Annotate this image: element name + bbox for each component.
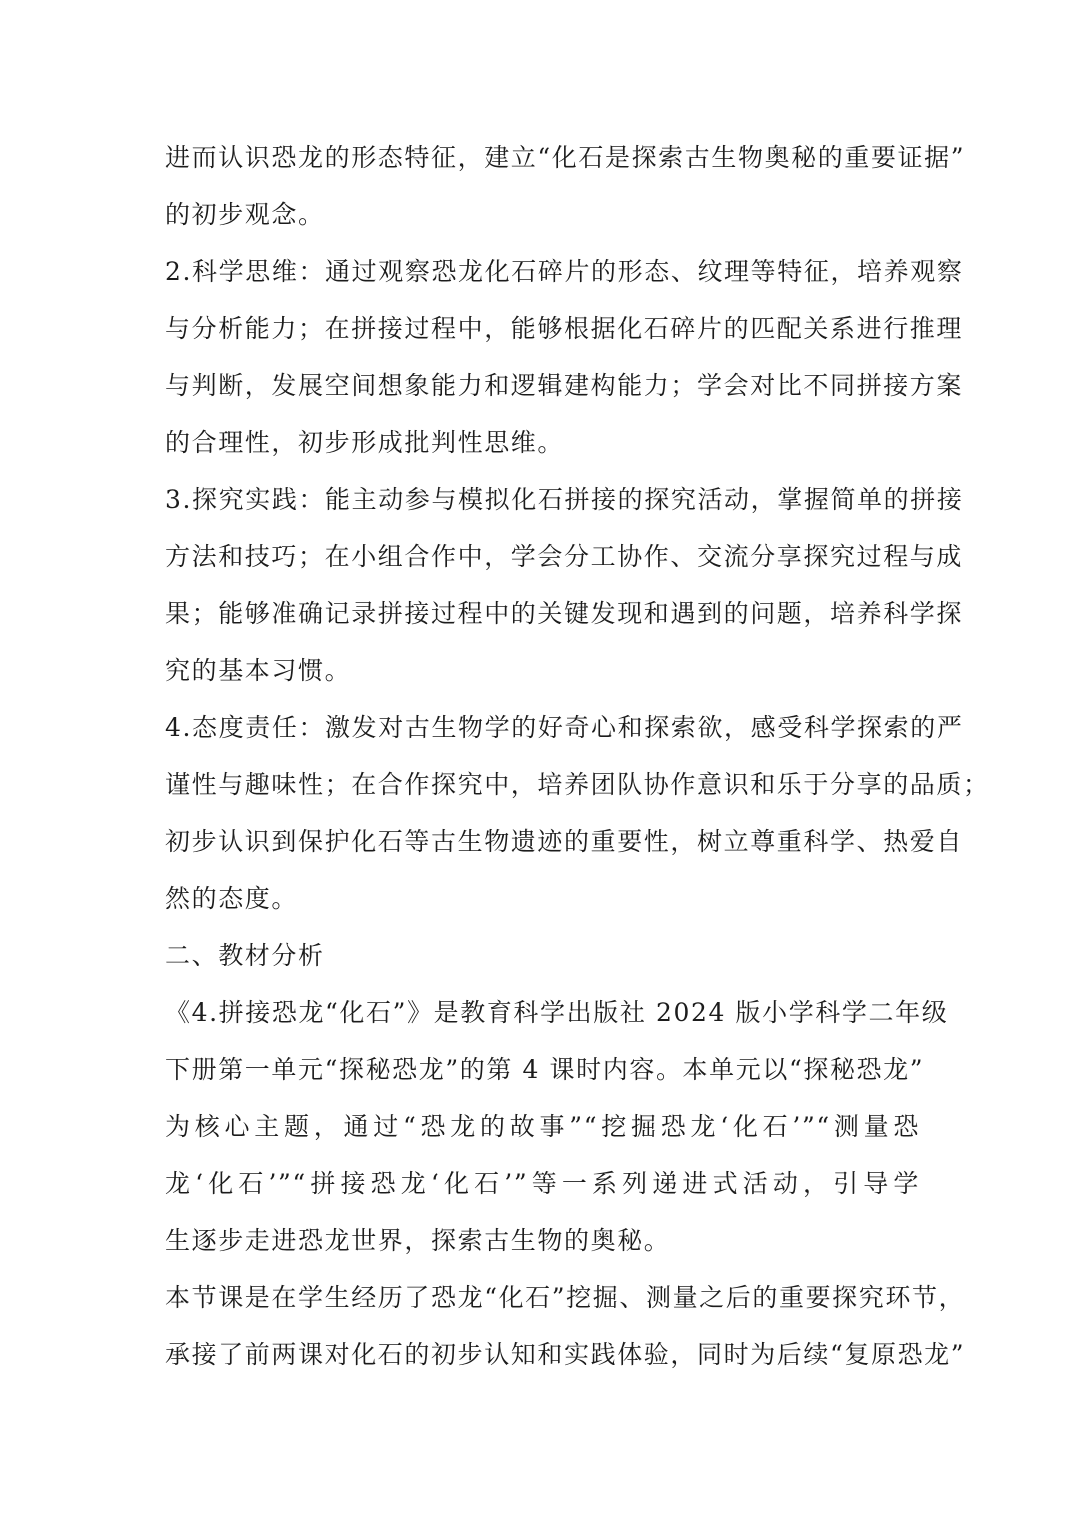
text-line: 2.科学思维：通过观察恐龙化石碎片的形态、纹理等特征，培养观察 bbox=[165, 257, 964, 286]
text-line: 进而认识恐龙的形态特征，建立“化石是探索古生物奥秘的重要证据” bbox=[165, 143, 966, 172]
text-line: 3.探究实践：能主动参与模拟化石拼接的探究活动，掌握简单的拼接 bbox=[165, 485, 964, 514]
text-line: 果；能够准确记录拼接过程中的关键发现和遇到的问题，培养科学探 bbox=[165, 599, 964, 628]
text-line: 初步认识到保护化石等古生物遗迹的重要性，树立尊重科学、热爱自 bbox=[165, 827, 964, 856]
text-line: 龙‘化石’”“拼接恐龙‘化石’”等一系列递进式活动，引导学 bbox=[165, 1169, 920, 1198]
text-line: 的合理性，初步形成批判性思维。 bbox=[165, 428, 565, 457]
text-line: 究的基本习惯。 bbox=[165, 656, 352, 685]
text-line: 本节课是在学生经历了恐龙“化石”挖掘、测量之后的重要探究环节， bbox=[165, 1283, 966, 1312]
text-line: 与判断，发展空间想象能力和逻辑建构能力；学会对比不同拼接方案 bbox=[165, 371, 964, 400]
paragraph-inquiry-practice bbox=[165, 471, 964, 699]
paragraph-attitude-responsibility bbox=[165, 699, 990, 927]
section-heading-textbook-analysis bbox=[165, 927, 920, 984]
paragraph-lesson-position bbox=[165, 1269, 966, 1383]
paragraph-scientific-thinking bbox=[165, 243, 964, 471]
paragraph-textbook-overview bbox=[165, 984, 949, 1269]
text-line: 然的态度。 bbox=[165, 884, 299, 913]
text-line: 下册第一单元“探秘恐龙”的第 4 课时内容。本单元以“探秘恐龙” bbox=[165, 1055, 925, 1084]
text-line: 生逐步走进恐龙世界，探索古生物的奥秘。 bbox=[165, 1226, 671, 1255]
text-line: 承接了前两课对化石的初步认知和实践体验，同时为后续“复原恐龙” bbox=[165, 1340, 966, 1369]
text-line: 为核心主题，通过“恐龙的故事”“挖掘恐龙‘化石’”“测量恐 bbox=[165, 1112, 920, 1141]
paragraph-intro-continuation bbox=[165, 129, 966, 243]
section-heading: 二、教材分析 bbox=[165, 941, 325, 970]
text-line: 4.态度责任：激发对古生物学的好奇心和探索欲，感受科学探索的严 bbox=[165, 713, 964, 742]
text-line: 《4.拼接恐龙“化石”》是教育科学出版社 2024 版小学科学二年级 bbox=[165, 998, 949, 1027]
text-line: 与分析能力；在拼接过程中，能够根据化石碎片的匹配关系进行推理 bbox=[165, 314, 964, 343]
text-line: 的初步观念。 bbox=[165, 200, 325, 229]
text-line: 谨性与趣味性；在合作探究中，培养团队协作意识和乐于分享的品质； bbox=[165, 770, 990, 799]
text-line: 方法和技巧；在小组合作中，学会分工协作、交流分享探究过程与成 bbox=[165, 542, 964, 571]
body-text bbox=[165, 129, 990, 1383]
